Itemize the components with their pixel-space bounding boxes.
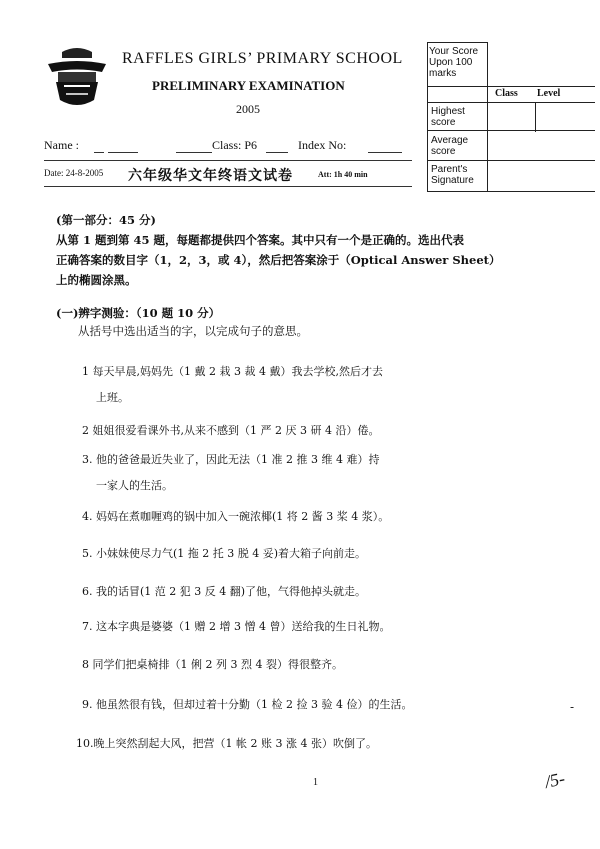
level-column-header: Level — [537, 88, 561, 99]
average-score-label: Average score — [431, 135, 469, 157]
question-9: 9. 他虽然很有钱，但却过着十分勤（1 检 2 捡 3 验 4 俭）的生活。 — [82, 698, 413, 711]
score-box — [427, 42, 597, 192]
part1-instruction-line2: 正确答案的数目字（1，2，3，或 4），然后把答案涂于（Optical Answer Sheet） — [56, 253, 501, 267]
exam-date: Date: 24-8-2005 — [44, 168, 104, 178]
question-8: 8 同学们把桌椅排（1 俐 2 列 3 烈 4 裂）得很整齐。 — [82, 658, 343, 671]
page-number: 1 — [313, 777, 318, 788]
name-line-a — [94, 152, 104, 153]
school-name: RAFFLES GIRLS’ PRIMARY SCHOOL — [122, 50, 403, 67]
margin-dash: - — [570, 700, 575, 714]
exam-year: 2005 — [236, 102, 260, 116]
school-crest-logo — [42, 42, 112, 112]
question-7: 7. 这本字典是婆婆（1 赠 2 增 3 憎 4 曾）送给我的生日礼物。 — [82, 620, 391, 633]
section1-instruction: 从括号中选出适当的字，以完成句子的意思。 — [78, 324, 308, 338]
question-5: 5. 小妹妹使尽力气(1 拖 2 托 3 脱 4 妥)着大箱子向前走。 — [82, 547, 367, 560]
your-score-label: Your Score Upon 100 marks — [429, 46, 479, 79]
handwritten-score-mark: /5- — [543, 768, 567, 792]
header-divider — [44, 160, 412, 161]
name-label: Name : — [44, 138, 79, 152]
question-1-line1: 1 每天早晨,妈妈先（1 戴 2 栽 3 裁 4 戴）我去学校,然后才去 — [82, 365, 383, 378]
section1-heading: (一)辨字测验：（10 题 10 分） — [56, 306, 221, 320]
class-line-a — [176, 152, 212, 153]
highest-score-label: Highest score — [431, 106, 465, 128]
exam-title: PRELIMINARY EXAMINATION — [152, 78, 345, 93]
index-line — [368, 152, 402, 153]
index-label: Index No: — [298, 138, 347, 152]
part1-instruction-line1: 从第 1 题到第 45 题，每题都提供四个答案。其中只有一个是正确的。选出代表 — [56, 233, 465, 247]
exam-duration: Att: 1h 40 min — [318, 170, 368, 179]
part1-instruction-line3: 上的椭圆涂黑。 — [56, 273, 137, 287]
question-10: 10.晚上突然刮起大风，把营（1 帐 2 账 3 涨 4 张）吹倒了。 — [76, 737, 377, 750]
part1-heading: (第一部分：45 分) — [56, 213, 156, 227]
question-4: 4. 妈妈在煮咖喱鸡的锅中加入一碗浓椰(1 将 2 酱 3 桨 4 浆）。 — [82, 510, 390, 523]
question-3-line2: 一家人的生活。 — [96, 479, 173, 492]
parent-signature-label: Parent's Signature — [431, 164, 474, 186]
class-label: Class: P6 — [212, 138, 258, 152]
title-divider — [44, 186, 412, 187]
question-2: 2 姐姐很爱看课外书,从来不感到（1 严 2 厌 3 研 4 沿）倦。 — [82, 424, 380, 437]
question-1-line2: 上班。 — [96, 391, 129, 404]
paper-title: 六年级华文年终语文试卷 — [128, 168, 293, 184]
class-column-header: Class — [495, 88, 518, 99]
name-line-b — [108, 152, 138, 153]
class-line-b — [266, 152, 288, 153]
question-3-line1: 3. 他的爸爸最近失业了，因此无法（1 准 2 推 3 维 4 难）持 — [82, 453, 380, 466]
question-6: 6. 我的话冒(1 范 2 犯 3 反 4 翻)了他，气得他掉头就走。 — [82, 585, 367, 598]
